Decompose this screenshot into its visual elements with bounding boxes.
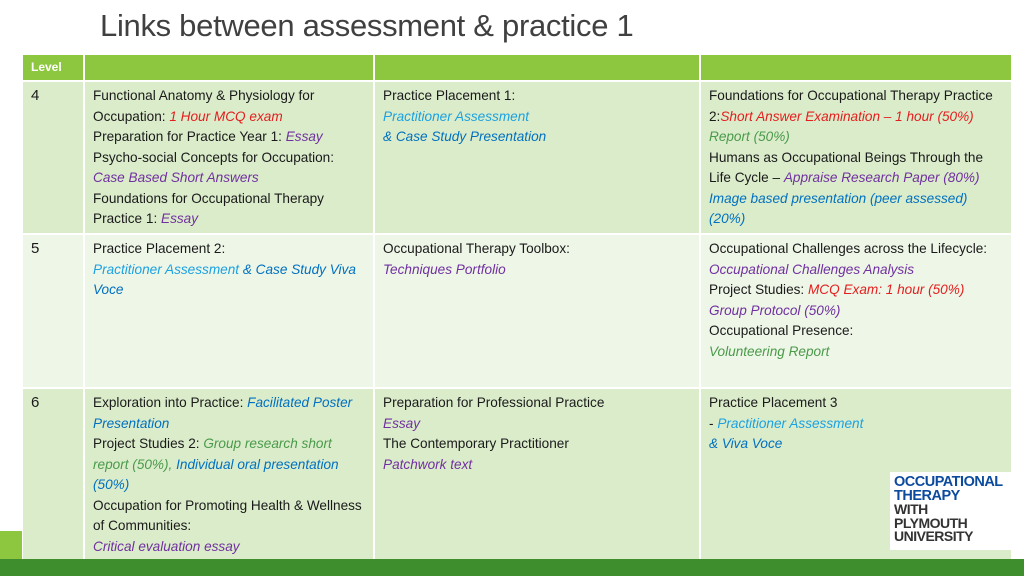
level-cell: 4 (22, 81, 84, 234)
cell-line (383, 260, 691, 281)
assessment-text: Patchwork text (383, 456, 473, 472)
header-row (22, 54, 1012, 81)
logo-line: UNIVERSITY (894, 528, 974, 544)
assessment-text: Practitioner Assessment (383, 108, 530, 124)
table-row (22, 234, 1012, 388)
module-text: Preparation for Professional Practice (383, 395, 605, 410)
module-text: Occupational Therapy Toolbox: (383, 241, 570, 256)
cell-line (93, 537, 365, 558)
assessment-text: Report (50%) (709, 129, 790, 144)
cell-line (383, 239, 691, 260)
module-cell (700, 234, 1012, 388)
assessment-text: Facilitated Poster Presentation (93, 395, 353, 431)
cell-line (383, 455, 691, 476)
footer-accent (0, 531, 22, 559)
assessment-text: Practitioner Assessment (93, 261, 240, 277)
assessment-text: Group Protocol (50%) (709, 302, 841, 318)
cell-line (709, 393, 1003, 414)
cell-line (709, 321, 1003, 342)
module-text: Humans as Occupational Beings Through the Life Cycle – (709, 149, 984, 185)
header-level: Level (22, 54, 84, 81)
cell-line (709, 434, 1003, 455)
logo-line: OCCUPATIONAL (894, 474, 1003, 490)
module-cell (374, 234, 700, 388)
assessment-text: & Viva Voce (709, 436, 783, 451)
cell-line (383, 107, 691, 128)
assessment-text: Practitioner Assessment (717, 415, 864, 431)
module-cell (84, 81, 374, 234)
assessment-text: Occupational Challenges Analysis (709, 261, 915, 277)
assessment-text: Essay (285, 129, 323, 144)
cell-line (709, 239, 1003, 280)
assessment-text: Techniques Portfolio (383, 261, 506, 277)
module-text: Foundations for Occupational Therapy Practice 1: (93, 190, 324, 226)
cell-line (93, 148, 365, 189)
module-text: Occupational Presence: (709, 323, 854, 338)
module-text: Practice Placement 3 (709, 395, 838, 410)
module-cell (700, 81, 1012, 234)
logo-line: WITH (894, 501, 928, 517)
module-cell (374, 81, 700, 234)
module-text: Project Studies: (709, 282, 808, 297)
assessment-text: Essay (383, 415, 421, 431)
assessment-text: 1 Hour MCQ exam (169, 108, 283, 124)
module-text: Psycho-social Concepts for Occupation: (93, 149, 335, 165)
logo-line: PLYMOUTH (894, 514, 968, 531)
assessment-table (21, 53, 1013, 564)
university-logo (890, 472, 1022, 550)
logo-line: THERAPY (894, 487, 960, 504)
header-col2 (84, 54, 374, 81)
cell-line (93, 393, 365, 434)
module-text: Exploration into Practice: (93, 395, 248, 410)
cell-line (93, 127, 365, 148)
assessment-text: Image based presentation (peer assessed) (20%) (709, 190, 968, 226)
cell-line (93, 239, 365, 260)
level-cell: 6 (22, 388, 84, 563)
assessment-text: & Case Study Presentation (383, 129, 547, 144)
assessment-text: & Case Study Viva Voce (93, 261, 356, 297)
cell-line (93, 189, 365, 230)
cell-line (383, 86, 691, 107)
cell-line (93, 434, 365, 496)
module-text: Occupation for Promoting Health & Wellness of Communities: (93, 497, 362, 533)
assessment-text: Short Answer Examination – 1 hour (50%) (720, 108, 974, 124)
table-row (22, 81, 1012, 234)
cell-line (709, 414, 1003, 435)
module-text: Practice Placement 1: (383, 88, 516, 103)
assessment-text: Essay (161, 211, 199, 226)
footer-bar (0, 559, 1024, 576)
cell-line (709, 342, 1003, 363)
module-text: - (709, 415, 718, 431)
module-cell (374, 388, 700, 563)
cell-line (709, 148, 1003, 230)
module-text: Foundations for Occupational Therapy Practice 2: (709, 88, 993, 124)
assessment-text: Individual oral presentation (50%) (93, 456, 339, 492)
assessment-text: Volunteering Report (709, 343, 830, 359)
assessment-text: Appraise Research Paper (80%) (783, 170, 980, 185)
level-cell: 5 (22, 234, 84, 388)
assessment-text: MCQ Exam: 1 hour (50%) (807, 282, 965, 297)
module-text: Functional Anatomy & Physiology for Occupation: (93, 88, 315, 124)
cell-line (383, 393, 691, 414)
cell-line (709, 280, 1003, 321)
assessment-text: Case Based Short Answers (93, 170, 259, 185)
module-text: Project Studies 2: (93, 436, 204, 451)
module-text: Practice Placement 2: (93, 241, 226, 256)
cell-line (93, 496, 365, 537)
header-col3 (374, 54, 700, 81)
module-text: Occupational Challenges across the Lifecycle: (709, 241, 988, 256)
slide-title: Links between assessment & practice 1 (100, 8, 634, 43)
cell-line (383, 127, 691, 148)
module-cell (84, 388, 374, 563)
assessment-text: Group research short report (50%), (93, 436, 332, 472)
cell-line (709, 86, 1003, 148)
cell-line (383, 414, 691, 435)
header-col4 (700, 54, 1012, 81)
table-row (22, 388, 1012, 563)
module-cell (84, 234, 374, 388)
assessment-text: Critical evaluation essay (93, 538, 240, 554)
module-text: The Contemporary Practitioner (383, 436, 569, 451)
cell-line (93, 260, 365, 301)
cell-line (383, 434, 691, 455)
cell-line (93, 86, 365, 127)
module-text: Preparation for Practice Year 1: (93, 129, 286, 144)
